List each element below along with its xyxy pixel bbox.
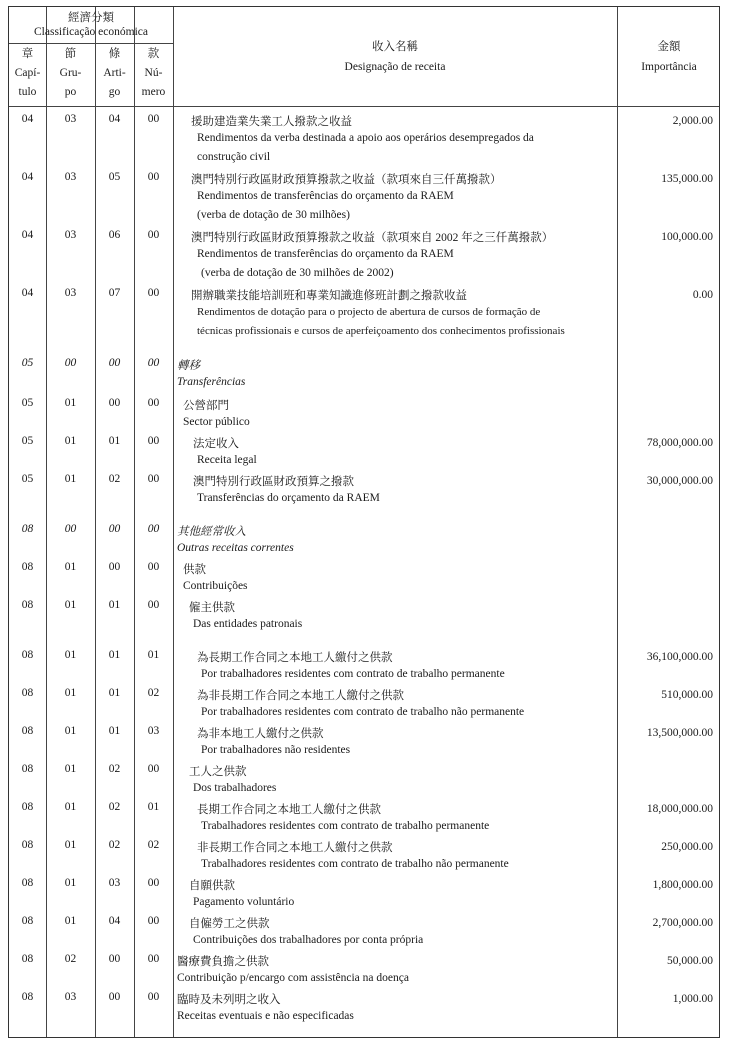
item-name-zh: 自願供款 bbox=[189, 880, 235, 892]
header-line: 條 bbox=[108, 48, 121, 60]
code-numero: 00 bbox=[147, 113, 160, 125]
code-grupo: 03 bbox=[64, 287, 77, 299]
col-capitulo-header bbox=[9, 47, 46, 99]
item-name-pt: Rendimentos de transferências do orçamento da RAEM bbox=[197, 190, 454, 202]
code-capitulo: 08 bbox=[21, 763, 34, 775]
designation-header bbox=[173, 37, 617, 77]
item-name-pt: Trabalhadores residentes com contrato de trabalho não permanente bbox=[201, 858, 509, 870]
code-numero: 02 bbox=[147, 839, 160, 851]
item-name-zh: 供款 bbox=[183, 564, 206, 576]
code-artigo: 01 bbox=[108, 599, 121, 611]
amount-title-zh: 金額 bbox=[657, 41, 681, 53]
header-line: Arti- bbox=[103, 67, 126, 79]
item-name-zh: 自僱勞工之供款 bbox=[189, 918, 270, 930]
code-capitulo: 05 bbox=[21, 435, 34, 447]
item-name-pt: Rendimentos de dotação para o projecto de abertura de cursos de formação de bbox=[197, 306, 541, 318]
code-artigo: 00 bbox=[108, 357, 121, 369]
item-name-pt: Contribuições dos trabalhadores por conta própria bbox=[193, 934, 424, 946]
item-name-pt: Contribuição p/encargo com assistência na doença bbox=[177, 972, 409, 984]
amount-value: 510,000.00 bbox=[661, 689, 713, 701]
item-name-zh: 臨時及未列明之收入 bbox=[177, 994, 281, 1006]
code-capitulo: 08 bbox=[21, 725, 34, 737]
amount-value: 0.00 bbox=[692, 289, 713, 301]
classification-title-zh: 經濟分類 bbox=[68, 12, 114, 24]
header-divider bbox=[9, 43, 173, 44]
code-capitulo: 08 bbox=[21, 953, 34, 965]
classification-header bbox=[9, 11, 173, 39]
item-name-pt: Receitas eventuais e não especificadas bbox=[177, 1010, 354, 1022]
code-numero: 00 bbox=[147, 561, 160, 573]
code-grupo: 01 bbox=[64, 561, 77, 573]
item-name-pt: Transferências do orçamento da RAEM bbox=[197, 492, 380, 504]
designation-title-zh: 收入名稱 bbox=[372, 41, 418, 53]
code-numero: 00 bbox=[147, 473, 160, 485]
code-artigo: 06 bbox=[108, 229, 121, 241]
code-artigo: 04 bbox=[108, 113, 121, 125]
item-name-pt: Sector público bbox=[183, 416, 250, 428]
code-numero: 01 bbox=[147, 649, 160, 661]
amount-header bbox=[617, 37, 721, 77]
item-name-zh: 為非本地工人繳付之供款 bbox=[197, 728, 324, 740]
item-name-zh: 工人之供款 bbox=[189, 766, 247, 778]
code-numero: 03 bbox=[147, 725, 160, 737]
col-grupo-header bbox=[46, 47, 95, 99]
code-numero: 01 bbox=[147, 801, 160, 813]
item-name-pt: Por trabalhadores residentes com contrato de trabalho não permanente bbox=[201, 706, 525, 718]
item-name-zh: 為長期工作合同之本地工人繳付之供款 bbox=[197, 652, 393, 664]
item-name-pt: Das entidades patronais bbox=[193, 618, 303, 630]
item-name-zh: 澳門特別行政區財政預算之撥款 bbox=[193, 476, 354, 488]
code-capitulo: 04 bbox=[21, 229, 34, 241]
code-numero: 00 bbox=[147, 397, 160, 409]
code-artigo: 07 bbox=[108, 287, 121, 299]
code-grupo: 01 bbox=[64, 725, 77, 737]
code-capitulo: 04 bbox=[21, 287, 34, 299]
code-artigo: 02 bbox=[108, 763, 121, 775]
amount-value: 100,000.00 bbox=[661, 231, 713, 243]
item-name-pt: (verba de dotação de 30 milhões) bbox=[197, 209, 350, 221]
code-grupo: 01 bbox=[64, 839, 77, 851]
item-name-zh: 法定收入 bbox=[193, 438, 239, 450]
designation-title-pt: Designação de receita bbox=[344, 61, 446, 73]
header-line: 節 bbox=[64, 48, 77, 60]
item-name-pt: Pagamento voluntário bbox=[193, 896, 295, 908]
col-artigo-header bbox=[95, 47, 134, 99]
header-line: go bbox=[108, 86, 121, 98]
code-grupo: 03 bbox=[64, 113, 77, 125]
item-name-pt: Transferências bbox=[177, 376, 246, 388]
code-artigo: 02 bbox=[108, 801, 121, 813]
amount-value: 135,000.00 bbox=[661, 173, 713, 185]
code-capitulo: 08 bbox=[21, 599, 34, 611]
code-capitulo: 05 bbox=[21, 357, 34, 369]
code-artigo: 01 bbox=[108, 649, 121, 661]
code-numero: 00 bbox=[147, 171, 160, 183]
code-numero: 00 bbox=[147, 287, 160, 299]
code-grupo: 00 bbox=[64, 523, 77, 535]
item-name-pt: Por trabalhadores residentes com contrato de trabalho permanente bbox=[201, 668, 505, 680]
col-divider bbox=[173, 7, 174, 1037]
item-name-zh: 公營部門 bbox=[183, 400, 229, 412]
item-name-zh: 長期工作合同之本地工人繳付之供款 bbox=[197, 804, 381, 816]
code-numero: 02 bbox=[147, 687, 160, 699]
header-line: tulo bbox=[18, 86, 37, 98]
item-name-zh: 開辦職業技能培訓班和專業知識進修班計劃之撥款收益 bbox=[191, 290, 467, 302]
code-numero: 00 bbox=[147, 915, 160, 927]
code-grupo: 01 bbox=[64, 801, 77, 813]
code-numero: 00 bbox=[147, 953, 160, 965]
amount-value: 18,000,000.00 bbox=[646, 803, 713, 815]
code-capitulo: 08 bbox=[21, 561, 34, 573]
code-artigo: 00 bbox=[108, 523, 121, 535]
header-line: Capí- bbox=[14, 67, 41, 79]
code-artigo: 00 bbox=[108, 397, 121, 409]
header-line: 章 bbox=[21, 48, 34, 60]
item-name-zh: 為非長期工作合同之本地工人繳付之供款 bbox=[197, 690, 404, 702]
code-artigo: 00 bbox=[108, 953, 121, 965]
code-grupo: 01 bbox=[64, 599, 77, 611]
item-name-zh: 澳門特別行政區財政預算撥款之收益（款項來自三仟萬撥款） bbox=[191, 174, 502, 186]
code-grupo: 00 bbox=[64, 357, 77, 369]
amount-value: 13,500,000.00 bbox=[646, 727, 713, 739]
item-name-zh: 澳門特別行政區財政預算撥款之收益（款項來自 2002 年之三仟萬撥款） bbox=[191, 232, 554, 244]
code-numero: 00 bbox=[147, 763, 160, 775]
col-numero-header bbox=[134, 47, 173, 99]
code-capitulo: 08 bbox=[21, 649, 34, 661]
code-grupo: 01 bbox=[64, 915, 77, 927]
code-capitulo: 08 bbox=[21, 991, 34, 1003]
budget-table bbox=[8, 6, 720, 1038]
header-line: Nú- bbox=[144, 67, 163, 79]
code-grupo: 03 bbox=[64, 229, 77, 241]
header-divider bbox=[9, 106, 719, 107]
item-name-pt: Rendimentos da verba destinada a apoio aos operários desempregados da bbox=[197, 132, 534, 144]
code-capitulo: 08 bbox=[21, 839, 34, 851]
item-name-pt: (verba de dotação de 30 milhões de 2002) bbox=[201, 267, 394, 279]
code-grupo: 03 bbox=[64, 171, 77, 183]
item-name-pt: Por trabalhadores não residentes bbox=[201, 744, 351, 756]
code-artigo: 01 bbox=[108, 687, 121, 699]
code-grupo: 01 bbox=[64, 763, 77, 775]
code-capitulo: 08 bbox=[21, 801, 34, 813]
item-name-zh: 其他經常收入 bbox=[177, 526, 246, 538]
amount-value: 36,100,000.00 bbox=[646, 651, 713, 663]
code-grupo: 01 bbox=[64, 397, 77, 409]
amount-value: 250,000.00 bbox=[661, 841, 713, 853]
code-artigo: 02 bbox=[108, 839, 121, 851]
amount-value: 30,000,000.00 bbox=[646, 475, 713, 487]
header-line: Gru- bbox=[59, 67, 82, 79]
item-name-zh: 僱主供款 bbox=[189, 602, 235, 614]
item-name-pt: Dos trabalhadores bbox=[193, 782, 277, 794]
classification-title-pt: Classificação económica bbox=[34, 26, 148, 38]
item-name-pt: construção civil bbox=[197, 151, 271, 163]
code-capitulo: 04 bbox=[21, 171, 34, 183]
code-artigo: 02 bbox=[108, 473, 121, 485]
code-numero: 00 bbox=[147, 229, 160, 241]
amount-title-pt: Importância bbox=[641, 61, 697, 73]
header-line: po bbox=[64, 86, 77, 98]
code-grupo: 02 bbox=[64, 953, 77, 965]
code-artigo: 05 bbox=[108, 171, 121, 183]
code-capitulo: 04 bbox=[21, 113, 34, 125]
code-capitulo: 08 bbox=[21, 687, 34, 699]
col-divider bbox=[617, 7, 618, 1037]
header-line: mero bbox=[141, 86, 166, 98]
code-numero: 00 bbox=[147, 435, 160, 447]
item-name-zh: 醫療費負擔之供款 bbox=[177, 956, 269, 968]
item-name-pt: Receita legal bbox=[197, 454, 257, 466]
code-capitulo: 05 bbox=[21, 473, 34, 485]
code-grupo: 01 bbox=[64, 687, 77, 699]
code-artigo: 00 bbox=[108, 991, 121, 1003]
code-grupo: 01 bbox=[64, 435, 77, 447]
item-name-zh: 援助建造業失業工人撥款之收益 bbox=[191, 116, 352, 128]
code-grupo: 01 bbox=[64, 649, 77, 661]
code-artigo: 03 bbox=[108, 877, 121, 889]
amount-value: 50,000.00 bbox=[667, 955, 713, 967]
code-numero: 00 bbox=[147, 877, 160, 889]
item-name-pt: Contribuições bbox=[183, 580, 248, 592]
code-numero: 00 bbox=[147, 357, 160, 369]
code-numero: 00 bbox=[147, 991, 160, 1003]
item-name-pt: técnicas profissionais e cursos de aperfeiçoamento dos conhecimentos profissionais bbox=[197, 325, 565, 337]
code-capitulo: 08 bbox=[21, 523, 34, 535]
code-capitulo: 08 bbox=[21, 915, 34, 927]
code-numero: 00 bbox=[147, 523, 160, 535]
item-name-pt: Rendimentos de transferências do orçamento da RAEM bbox=[197, 248, 454, 260]
code-artigo: 01 bbox=[108, 435, 121, 447]
header-line: 款 bbox=[147, 48, 160, 60]
item-name-zh: 非長期工作合同之本地工人繳付之供款 bbox=[197, 842, 393, 854]
code-grupo: 03 bbox=[64, 991, 77, 1003]
amount-value: 78,000,000.00 bbox=[646, 437, 713, 449]
item-name-zh: 轉移 bbox=[177, 360, 200, 372]
code-capitulo: 05 bbox=[21, 397, 34, 409]
amount-value: 2,700,000.00 bbox=[652, 917, 713, 929]
code-grupo: 01 bbox=[64, 473, 77, 485]
item-name-pt: Outras receitas correntes bbox=[177, 542, 294, 554]
amount-value: 1,000.00 bbox=[672, 993, 713, 1005]
amount-value: 1,800,000.00 bbox=[652, 879, 713, 891]
amount-value: 2,000.00 bbox=[672, 115, 713, 127]
code-numero: 00 bbox=[147, 599, 160, 611]
item-name-pt: Trabalhadores residentes com contrato de trabalho permanente bbox=[201, 820, 490, 832]
code-artigo: 00 bbox=[108, 561, 121, 573]
code-capitulo: 08 bbox=[21, 877, 34, 889]
code-artigo: 01 bbox=[108, 725, 121, 737]
code-artigo: 04 bbox=[108, 915, 121, 927]
code-grupo: 01 bbox=[64, 877, 77, 889]
